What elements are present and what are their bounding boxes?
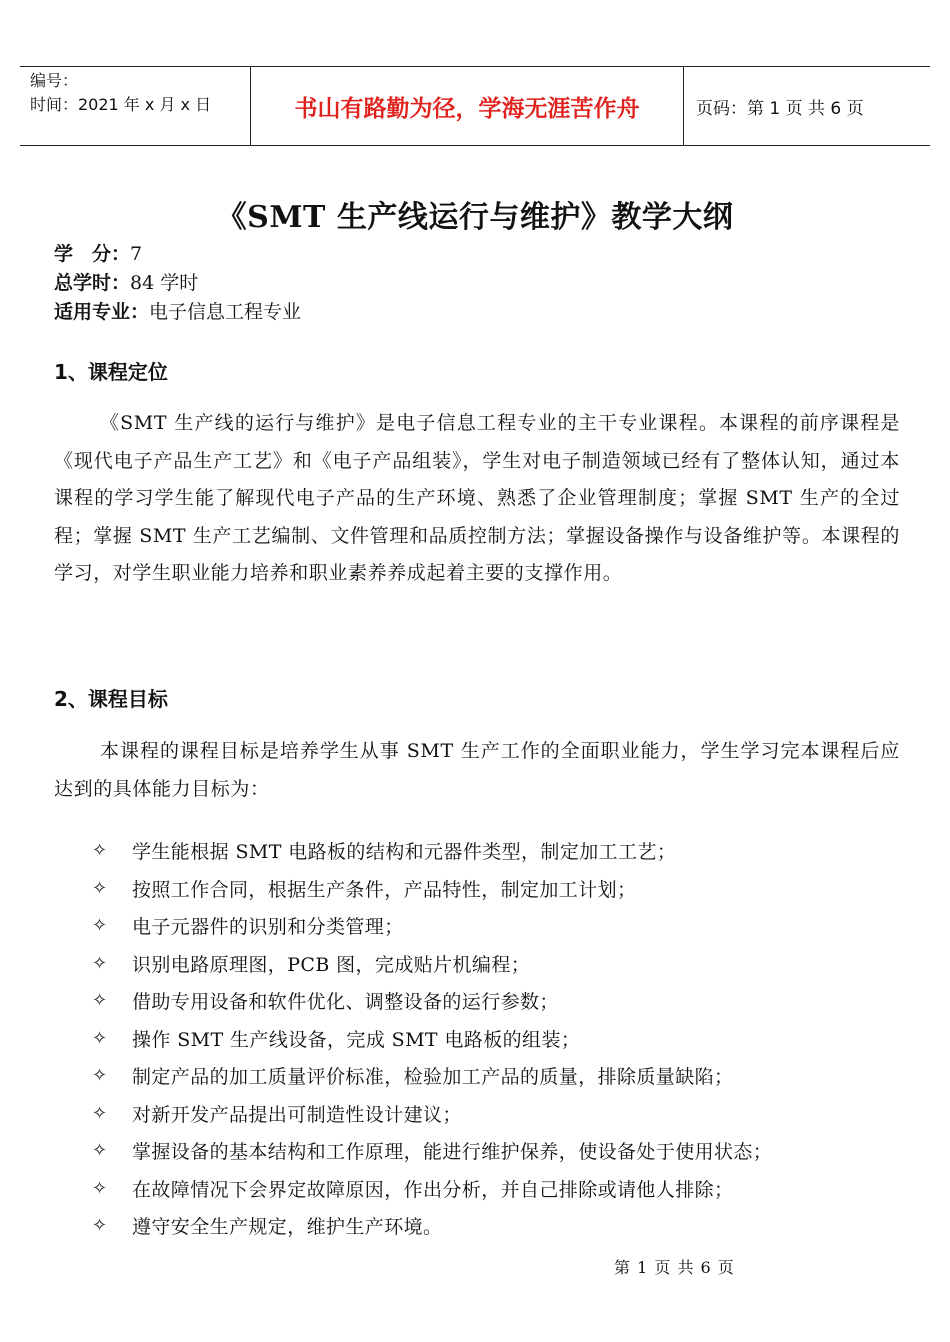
diamond-bullet-icon: ✧: [92, 952, 108, 974]
doc-number-label: 编号：: [30, 71, 79, 90]
list-item: ✧ 识别电路原理图，PCB 图，完成贴片机编程；: [92, 952, 531, 976]
section2-paragraph: 本课程的课程目标是培养学生从事 SMT 生产工作的全面职业能力，学生学习完本课程后应达到的具体能力目标为：: [54, 740, 900, 800]
page-footer: 第 1 页 共 6 页: [614, 1258, 735, 1277]
diamond-bullet-icon: ✧: [92, 1102, 108, 1124]
diamond-bullet-icon: ✧: [92, 990, 108, 1012]
diamond-bullet-icon: ✧: [92, 1177, 108, 1199]
section1-paragraph: 《SMT 生产线的运行与维护》是电子信息工程专业的主干专业课程。本课程的前序课程是《现代电子产品生产工艺》和《电子产品组装》，学生对电子制造领域已经有了整体认知，通过本课程的学习学生能了解现代电子产品的生产环境、熟悉了企业管理制度；掌握 SMT 生产的全过程；掌握 SMT 生产工艺编制、文件管理和品质控制方法；掌握设备操作与设备维护等。本课程的学习，对学生职业能力培养和职业素养养成起着主要的支撑作用。: [54, 412, 900, 584]
list-item: ✧ 在故障情况下会界定故障原因，作出分析，并自己排除或请他人排除；: [92, 1177, 734, 1201]
list-item: ✧ 操作 SMT 生产线设备，完成 SMT 电路板的组装；: [92, 1027, 581, 1051]
motto-text: 书山有路勤为径，学海无涯苦作舟: [294, 95, 640, 122]
header-page-label: 页码：第 1 页 共 6 页: [696, 98, 864, 119]
doc-time-label: 时间：2021 年 x 月 x 日: [30, 95, 212, 114]
section1-heading: 1、课程定位: [54, 360, 168, 384]
hours-line: [54, 268, 198, 298]
header-table: [20, 66, 930, 146]
list-item: ✧ 制定产品的加工质量评价标准，检验加工产品的质量，排除质量缺陷；: [92, 1065, 734, 1089]
hours-label: 总学时：: [54, 272, 131, 294]
major-line: [54, 297, 301, 327]
document-title: 《SMT 生产线运行与维护》教学大纲: [216, 200, 734, 235]
diamond-bullet-icon: ✧: [92, 1215, 108, 1237]
header-page-cell: [684, 67, 930, 145]
list-item: ✧ 掌握设备的基本结构和工作原理，能进行维护保养，使设备处于使用状态；: [92, 1140, 773, 1164]
diamond-bullet-icon: ✧: [92, 915, 108, 937]
list-item: ✧ 按照工作合同，根据生产条件，产品特性，制定加工计划；: [92, 877, 637, 901]
header-left-cell: [20, 67, 251, 145]
list-item: ✧ 学生能根据 SMT 电路板的结构和元器件类型，制定加工工艺；: [92, 840, 677, 864]
diamond-bullet-icon: ✧: [92, 1140, 108, 1162]
hours-value: 84 学时: [130, 272, 199, 294]
credits-line: [54, 239, 142, 269]
diamond-bullet-icon: ✧: [92, 840, 108, 862]
list-item: ✧ 对新开发产品提出可制造性设计建议；: [92, 1102, 462, 1126]
list-item: ✧ 遵守安全生产规定，维护生产环境。: [92, 1215, 443, 1239]
section2-heading: 2、课程目标: [54, 687, 168, 711]
credits-label: 学 分：: [54, 243, 131, 265]
diamond-bullet-icon: ✧: [92, 1027, 108, 1049]
major-value: 电子信息工程专业: [149, 301, 302, 323]
diamond-bullet-icon: ✧: [92, 877, 108, 899]
major-label: 适用专业：: [54, 301, 150, 323]
diamond-bullet-icon: ✧: [92, 1065, 108, 1087]
header-motto-cell: [251, 67, 684, 145]
ability-goal-list: [92, 832, 772, 1245]
credits-value: 7: [130, 243, 143, 265]
list-item: ✧ 电子元器件的识别和分类管理；: [92, 915, 404, 939]
list-item: ✧ 借助专用设备和软件优化、调整设备的运行参数；: [92, 990, 559, 1014]
